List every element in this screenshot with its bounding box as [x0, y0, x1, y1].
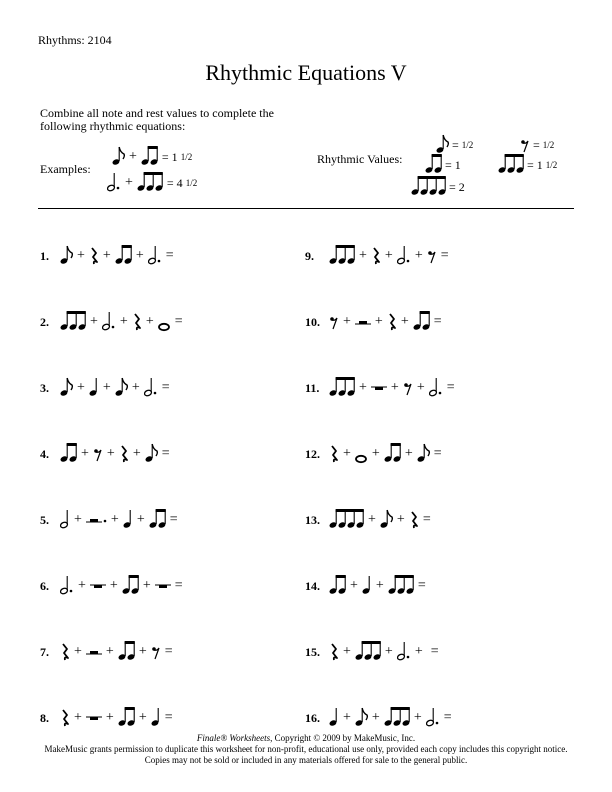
plus-sign: + [396, 512, 405, 527]
plus-sign: + [413, 710, 422, 725]
equals-sign: = [161, 446, 170, 461]
equals-sign: = [164, 710, 173, 725]
worksheet-code: Rhythms: 2104 [38, 33, 112, 47]
plus-sign: + [343, 446, 351, 461]
problem-2 [40, 311, 187, 333]
problem-11 [305, 377, 459, 399]
example-result-fraction: 1/2 [180, 152, 193, 162]
whole-note-icon [355, 443, 368, 465]
eighth-note-icon [115, 377, 128, 399]
eighth-rest-icon [93, 443, 103, 465]
quarter-note-icon [362, 575, 372, 597]
problem-15 [305, 641, 443, 663]
plus-sign: + [343, 710, 351, 725]
problem-4 [40, 443, 174, 465]
eighth-note-icon [436, 134, 449, 156]
quarter-rest-icon [371, 245, 381, 267]
plus-sign: + [102, 380, 111, 395]
problem-number: 12. [305, 446, 320, 461]
example-result: = 1 [161, 149, 178, 164]
problem-number: 7. [40, 644, 49, 659]
two-eighth-notes-icon [60, 443, 77, 465]
three-eighth-notes-icon [498, 154, 524, 176]
example-result-fraction: 1/2 [185, 178, 198, 188]
footer [0, 733, 612, 766]
plus-sign: + [105, 710, 114, 725]
two-eighth-notes-icon [141, 146, 158, 168]
problem-number: 1. [40, 248, 49, 263]
plus-sign: + [74, 644, 82, 659]
three-eighth-notes-icon [329, 377, 355, 399]
problem-number: 9. [305, 248, 314, 263]
rhythmic-value: = [452, 137, 459, 152]
page-title: Rhythmic Equations V [205, 60, 407, 85]
two-eighth-notes-icon [118, 641, 135, 663]
problem-number: 5. [40, 512, 49, 527]
three-eighth-notes-icon [60, 311, 86, 333]
plus-sign: + [359, 380, 367, 395]
instructions: Combine all note and rest values to complete the following rhythmic equations: [40, 106, 274, 133]
plus-sign: + [374, 314, 383, 329]
equals-sign: = [430, 644, 439, 659]
plus-sign: + [138, 644, 147, 659]
three-eighth-notes-icon [388, 575, 414, 597]
three-eighth-notes-icon [137, 172, 163, 194]
problem-6 [40, 575, 187, 597]
two-eighth-notes-icon [413, 311, 430, 333]
problem-number: 11. [305, 380, 320, 395]
plus-sign: + [350, 578, 358, 593]
plus-sign: + [343, 314, 351, 329]
problem-3 [40, 377, 174, 399]
problem-9 [305, 245, 453, 267]
footer-permission: MakeMusic grants permission to duplicate this worksheet for non-profit, educational use only, provided each copy includes this copyright notice. [44, 744, 568, 754]
plus-sign: + [102, 248, 111, 263]
problem-8 [40, 707, 177, 729]
plus-sign: + [384, 248, 393, 263]
plus-sign: + [416, 380, 425, 395]
equals-sign: = [422, 512, 431, 527]
problem-number: 2. [40, 314, 49, 329]
plus-sign: + [132, 446, 141, 461]
whole-rest-icon [371, 377, 387, 399]
problem-number: 4. [40, 446, 49, 461]
eighth-note-icon [60, 245, 73, 267]
example-1 [112, 146, 192, 168]
plus-sign: + [375, 578, 384, 593]
two-eighth-notes-icon [425, 154, 442, 176]
eighth-note-icon [112, 146, 125, 168]
eighth-note-icon [60, 377, 73, 399]
rhythmic-value: = 1 [445, 157, 461, 172]
two-eighth-notes-icon [384, 443, 401, 465]
plus-sign: + [343, 644, 351, 659]
quarter-rest-icon [329, 641, 339, 663]
dotted-half-rest-icon [86, 509, 107, 531]
problem-number: 13. [305, 512, 320, 527]
eighth-note-icon [380, 509, 393, 531]
rhythmic-value-item [498, 154, 557, 176]
problem-13 [305, 509, 435, 531]
problem-number: 3. [40, 380, 49, 395]
equals-sign: = [440, 248, 449, 263]
plus-sign: + [74, 710, 82, 725]
plus-sign: + [77, 248, 85, 263]
whole-rest-icon [90, 575, 106, 597]
two-eighth-notes-icon [329, 575, 346, 597]
dotted-half-note-icon [148, 245, 162, 267]
rhythmic-values-label: Rhythmic Values: [317, 152, 403, 166]
problem-14 [305, 575, 430, 597]
problem-number: 8. [40, 710, 49, 725]
plus-sign: + [359, 248, 367, 263]
plus-sign: + [414, 644, 423, 659]
problem-10 [305, 311, 446, 333]
eighth-note-icon [145, 443, 158, 465]
rhythmic-value-item [411, 176, 465, 198]
equals-sign: = [164, 644, 173, 659]
eighth-note-icon [417, 443, 430, 465]
problem-5 [40, 509, 182, 531]
problem-16 [305, 707, 456, 729]
quarter-rest-icon [89, 245, 99, 267]
plus-sign: + [384, 644, 393, 659]
plus-sign: + [135, 248, 144, 263]
plus-sign: + [119, 314, 128, 329]
equals-sign: = [446, 380, 455, 395]
plus-sign: + [131, 380, 140, 395]
problem-1 [40, 245, 178, 267]
plus-sign: + [400, 314, 409, 329]
problem-number: 14. [305, 578, 320, 593]
equals-sign: = [443, 710, 452, 725]
problem-number: 10. [305, 314, 320, 329]
quarter-rest-icon [119, 443, 129, 465]
dotted-half-note-icon [426, 707, 440, 729]
example-2 [107, 172, 197, 194]
equals-sign: = [433, 314, 442, 329]
plus-sign: + [129, 149, 137, 164]
plus-sign: + [105, 644, 114, 659]
half-rest-icon [355, 311, 371, 333]
plus-sign: + [414, 248, 423, 263]
rhythmic-value-item [436, 134, 473, 156]
plus-sign: + [138, 710, 147, 725]
plus-sign: + [81, 446, 89, 461]
whole-rest-icon [86, 707, 102, 729]
plus-sign: + [125, 175, 133, 190]
three-eighth-notes-icon [329, 245, 355, 267]
whole-note-icon [158, 311, 171, 333]
plus-sign: + [109, 578, 118, 593]
quarter-rest-icon [60, 641, 70, 663]
plus-sign: + [404, 446, 413, 461]
four-eighth-notes-icon [329, 509, 364, 531]
problem-number: 15. [305, 644, 320, 659]
problem-12 [305, 443, 446, 465]
three-eighth-notes-icon [355, 641, 381, 663]
dotted-half-note-icon [397, 245, 411, 267]
rhythmic-value: = 1 [527, 157, 543, 172]
plus-sign: + [368, 512, 376, 527]
dotted-half-note-icon [102, 311, 116, 333]
plus-sign: + [390, 380, 399, 395]
footer-product: Finale® Worksheets [196, 733, 271, 743]
quarter-rest-icon [329, 443, 339, 465]
plus-sign: + [77, 380, 85, 395]
quarter-note-icon [123, 509, 133, 531]
quarter-rest-icon [132, 311, 142, 333]
plus-sign: + [106, 446, 115, 461]
example-result: = 4 [166, 175, 183, 190]
rhythmic-value-item [425, 154, 461, 176]
plus-sign: + [145, 314, 154, 329]
two-eighth-notes-icon [149, 509, 166, 531]
two-eighth-notes-icon [118, 707, 135, 729]
problem-7 [40, 641, 177, 663]
quarter-note-icon [329, 707, 339, 729]
equals-sign: = [174, 314, 183, 329]
eighth-rest-icon [329, 311, 339, 333]
three-eighth-notes-icon [384, 707, 410, 729]
rhythmic-value-fraction: 1/2 [545, 160, 558, 170]
plus-sign: + [371, 446, 380, 461]
dotted-half-note-icon [429, 377, 443, 399]
quarter-note-icon [89, 377, 99, 399]
four-eighth-notes-icon [411, 176, 446, 198]
quarter-note-icon [151, 707, 161, 729]
half-rest-icon [86, 641, 102, 663]
footer-copyright-text: , Copyright © 2009 by MakeMusic, Inc. [270, 733, 416, 743]
quarter-rest-icon [409, 509, 419, 531]
rhythmic-value-fraction: 1/2 [461, 140, 474, 150]
footer-copyright [0, 733, 612, 744]
divider [38, 208, 574, 209]
eighth-rest-icon [403, 377, 413, 399]
equals-sign: = [165, 248, 174, 263]
problem-number: 6. [40, 578, 49, 593]
half-note-icon [60, 509, 70, 531]
quarter-rest-icon [387, 311, 397, 333]
two-eighth-notes-icon [115, 245, 132, 267]
equals-sign: = [161, 380, 170, 395]
rhythmic-value: = [533, 137, 540, 152]
plus-sign: + [371, 710, 380, 725]
plus-sign: + [136, 512, 145, 527]
problem-number: 16. [305, 710, 320, 725]
dotted-half-note-icon [397, 641, 411, 663]
eighth-note-icon [355, 707, 368, 729]
equals-sign: = [169, 512, 178, 527]
eighth-rest-icon [520, 134, 530, 156]
plus-sign: + [74, 512, 82, 527]
plus-sign: + [78, 578, 86, 593]
quarter-rest-icon [60, 707, 70, 729]
dotted-half-note-icon [60, 575, 74, 597]
dotted-half-note-icon [107, 172, 121, 194]
rhythmic-value-fraction: 1/2 [542, 140, 555, 150]
footer-restriction: Copies may not be sold or included in any materials offered for sale to the general public. [144, 755, 468, 765]
plus-sign: + [110, 512, 119, 527]
eighth-rest-icon [427, 245, 437, 267]
equals-sign: = [433, 446, 442, 461]
rhythmic-value-item [520, 134, 554, 156]
eighth-rest-icon [151, 641, 161, 663]
examples-label: Examples: [40, 162, 91, 176]
plus-sign: + [90, 314, 98, 329]
equals-sign: = [174, 578, 183, 593]
equals-sign: = [417, 578, 426, 593]
rhythmic-value: = 2 [449, 179, 465, 194]
whole-rest-icon [155, 575, 171, 597]
plus-sign: + [142, 578, 151, 593]
two-eighth-notes-icon [122, 575, 139, 597]
dotted-half-note-icon [144, 377, 158, 399]
